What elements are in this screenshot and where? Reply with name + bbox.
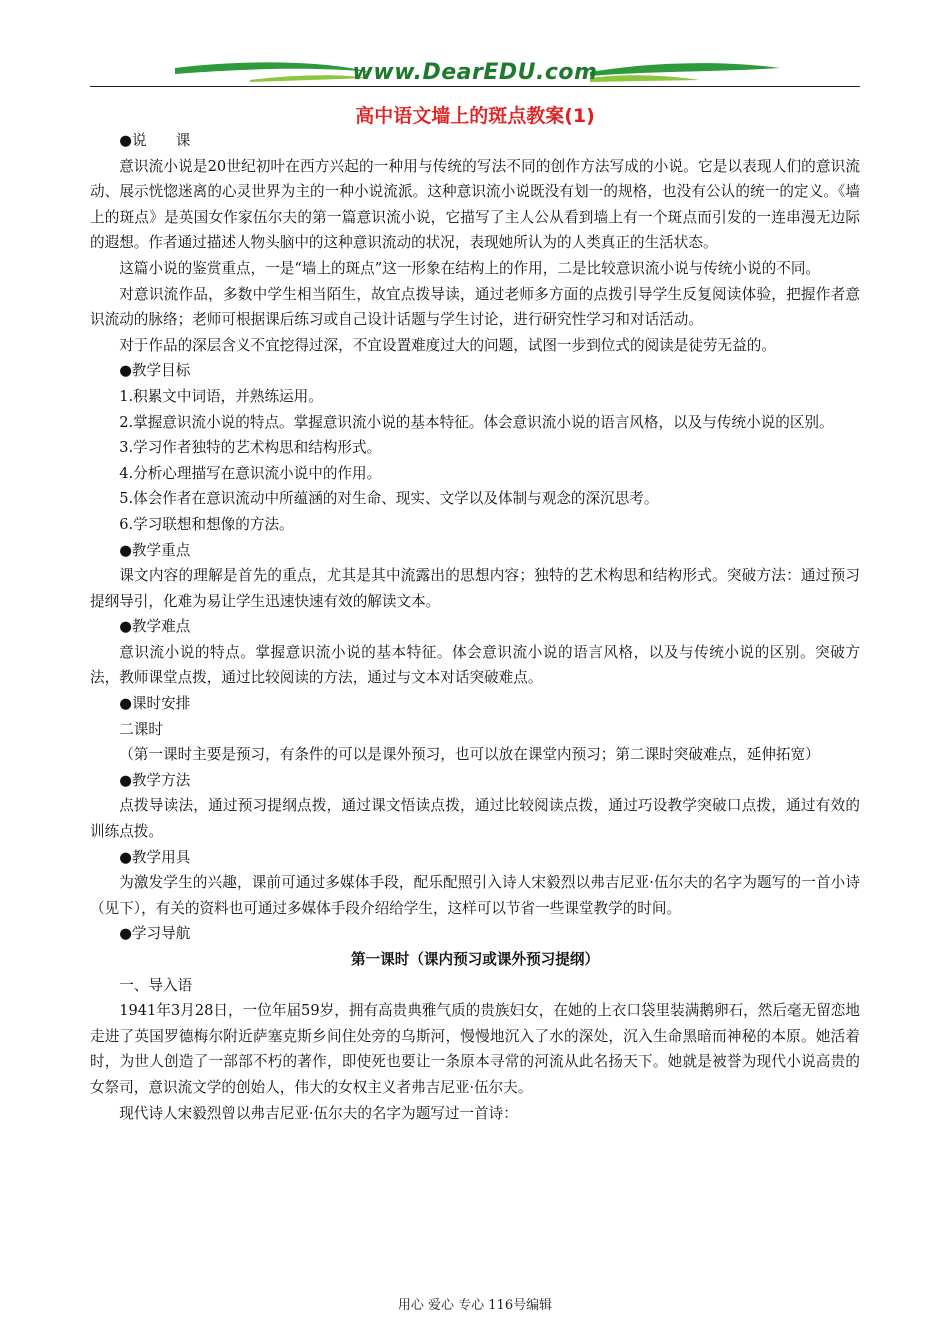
section-heading: ●学习导航 xyxy=(119,925,191,943)
paragraph: 二课时 xyxy=(119,720,163,738)
paragraph: 3.学习作者独特的艺术构思和结构形式。 xyxy=(119,439,382,457)
paragraph: 为激发学生的兴趣，课前可通过多媒体手段，配乐配照引入诗人宋毅烈以弗吉尼亚·伍尔夫的名字为题写的一首小诗（见下），有关的资料也可通过多媒体手段介绍给学生，这样可以节省一些课堂教学的时间。 xyxy=(90,874,860,917)
document-body xyxy=(90,128,860,1126)
section-heading: ●教学目标 xyxy=(119,362,191,380)
paragraph: 6.学习联想和想像的方法。 xyxy=(119,515,294,533)
section-heading: ●教学重点 xyxy=(119,541,191,559)
section-heading: ●说 课 xyxy=(119,132,191,149)
paragraph: 点拨导读法，通过预习提纲点拨，通过课文悟读点拨，通过比较阅读点拨，通过巧设教学突破口点拨，通过有效的训练点拨。 xyxy=(90,797,860,841)
paragraph: 意识流小说的特点。掌握意识流小说的基本特征。体会意识流小说的语言风格，以及与传统小说的区别。突破方法，教师课堂点拨，通过比较阅读的方法，通过与文本对话突破难点。 xyxy=(90,643,860,687)
paragraph: 5.体会作者在意识流动中所蕴涵的对生命、现实、文学以及体制与观念的深沉思考。 xyxy=(119,490,659,508)
site-logo: www.DearEDU.com xyxy=(352,60,598,85)
paragraph: 对于作品的深层含义不宜挖得过深，不宜设置难度过大的问题，试图一步到位式的阅读是徒劳无益的。 xyxy=(119,336,776,354)
paragraph: 课文内容的理解是首先的重点，尤其是其中流露出的思想内容；独特的艺术构思和结构形式。突破方法：通过预习提纲导引，化难为易让学生迅速快速有效的解读文本。 xyxy=(90,567,860,610)
section-heading: ●教学方法 xyxy=(119,771,191,789)
paragraph: 1.积累文中词语，并熟练运用。 xyxy=(119,387,323,405)
paragraph: 一、导入语 xyxy=(119,976,193,994)
paragraph: 2.掌握意识流小说的特点。掌握意识流小说的基本特征。体会意识流小说的语言风格，以及与传统小说的区别。 xyxy=(119,413,834,431)
page-title: 高中语文墙上的斑点教案(1) xyxy=(355,105,595,127)
section-heading: ●教学用具 xyxy=(119,848,191,866)
paragraph: 4.分析心理描写在意识流小说中的作用。 xyxy=(119,464,382,482)
lesson-section-title: 第一课时（课内预习或课外预习提纲） xyxy=(350,951,600,968)
section-heading: ●课时安排 xyxy=(119,695,191,713)
paragraph: 意识流小说是20世纪初叶在西方兴起的一种用与传统的写法不同的创作方法写成的小说。它是以表现人们的意识流动、展示恍惚迷离的心灵世界为主的一种小说流派。这种意识流小说既没有划一的规格，也没有公认的统一的定义。《墙上的斑点》是英国女作家伍尔夫的第一篇意识流小说，它描写了主人公从看到墙上有一个斑点而引发的一连串漫无边际的遐想。作者通过描述人物头脑中的这种意识流动的状况，表现她所认为的人类真正的生活状态。 xyxy=(90,157,860,252)
paragraph: 这篇小说的鉴赏重点，一是“墙上的斑点”这一形象在结构上的作用，二是比较意识流小说与传统小说的不同。 xyxy=(119,259,821,277)
paragraph: （第一课时主要是预习，有条件的可以是课外预习，也可以放在课堂内预习；第二课时突破难点，延伸拓宽） xyxy=(119,746,820,764)
paragraph: 对意识流作品，多数中学生相当陌生，故宜点拨导读，通过老师多方面的点拨引导学生反复阅读体验，把握作者意识流动的脉络；老师可根据课后练习或自己设计话题与学生讨论，进行研究性学习和对话活动。 xyxy=(90,285,860,329)
paragraph: 1941年3月28日，一位年届59岁，拥有高贵典雅气质的贵族妇女，在她的上衣口袋里装满鹅卵石，然后毫无留恋地走进了英国罗德梅尔附近萨塞克斯乡间住处旁的乌斯河，慢慢地沉入了水的深处，沉入生命黑暗而神秘的本原。她活着时，为世人创造了一部部不朽的著作，即使死也要让一条原本寻常的河流从此名扬天下。她就是被誉为现代小说高贵的女祭司，意识流文学的创始人，伟大的女权主义者弗吉尼亚·伍尔夫。 xyxy=(90,1002,860,1096)
paragraph: 现代诗人宋毅烈曾以弗吉尼亚·伍尔夫的名字为题写过一首诗： xyxy=(119,1104,518,1122)
page-footer: 用心 爱心 专心 116号编辑 xyxy=(397,1298,553,1313)
header-rule xyxy=(90,86,860,87)
section-heading: ●教学难点 xyxy=(119,618,191,636)
